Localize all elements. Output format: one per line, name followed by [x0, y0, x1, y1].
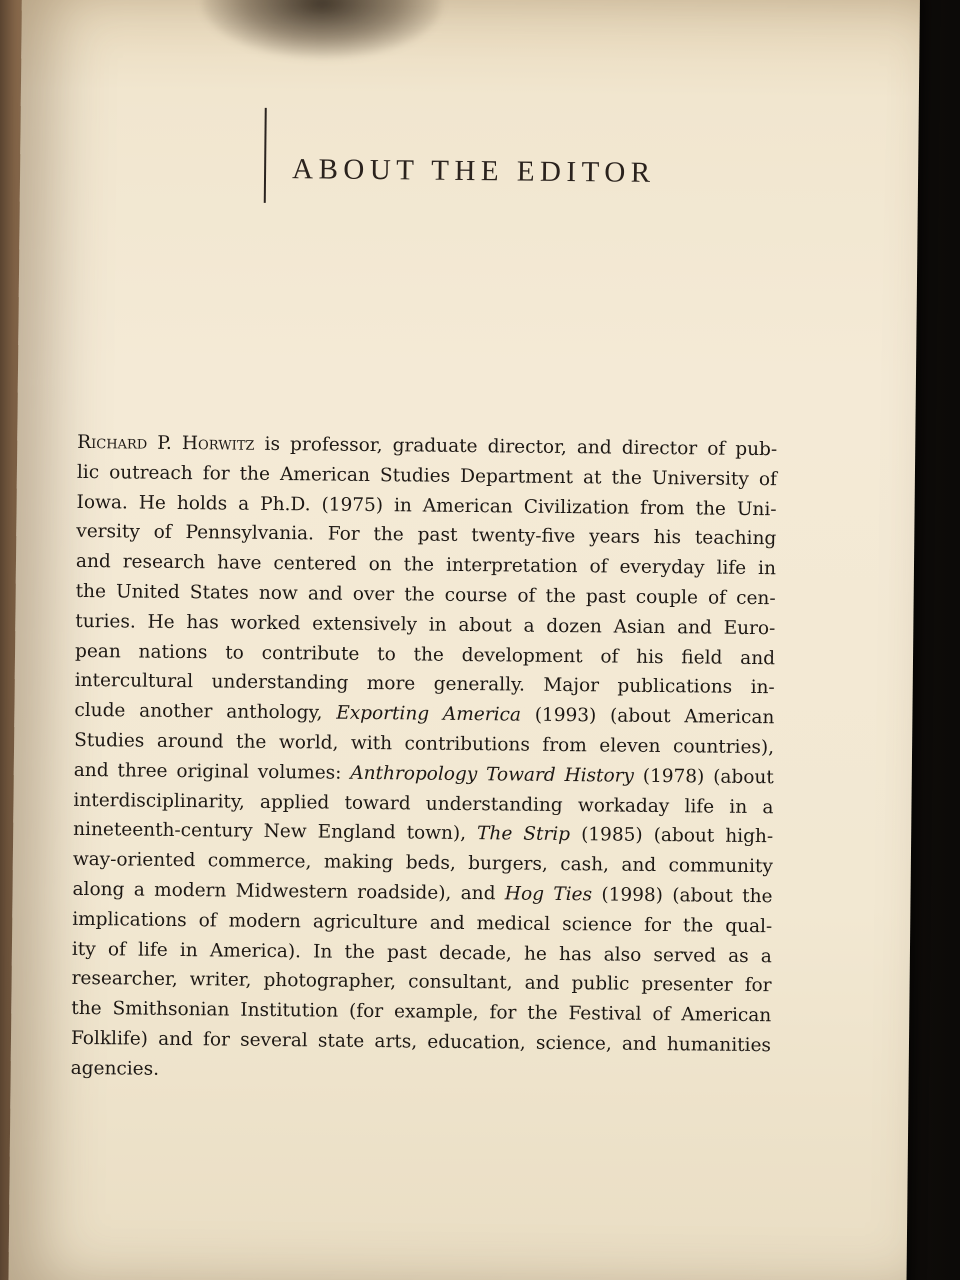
bio-line-20: the Smithsonian Institution (for example, for the Festival of American [71, 998, 772, 1027]
bio-line-16: along a modern Midwestern roadside), and Hog Ties (1998) (about the [72, 878, 773, 908]
bio-line-10: clude another anthology, Exporting America (1993) (about American [74, 700, 775, 729]
bio-line-14: nineteenth-century New England town), The Strip (1985) (about high- [73, 819, 774, 848]
bio-line-5: and research have centered on the interpretation of everyday life in [75, 551, 777, 580]
bio-line-2: lic outreach for the American Studies Department at the University of [76, 461, 778, 491]
bio-line-9: intercultural understanding more generally. Major publications in- [74, 670, 775, 699]
book-page [8, 0, 920, 1280]
bio-line-13: interdisciplinarity, applied toward understanding workaday life in a [73, 789, 774, 818]
bio-line-12: and three original volumes: Anthropology Toward History (1978) (about [73, 759, 774, 788]
bio-line-3: Iowa. He holds a Ph.D. (1975) in American Civilization from the Uni- [76, 491, 777, 520]
bio-line-4: versity of Pennsylvania. For the past twenty-five years his teaching [76, 521, 777, 550]
book-title-exporting-america: Exporting America [336, 702, 522, 726]
editor-bio [71, 428, 778, 1091]
book-title-anthropology-toward-history: Anthropology Toward History [350, 762, 635, 787]
author-name: Richard P. Horwitz [77, 431, 255, 455]
bio-line-7: turies. He has worked extensively in about a dozen Asian and Euro- [75, 610, 776, 640]
bio-line-19: researcher, writer, photographer, consultant, and public presenter for [71, 968, 772, 997]
bio-line-11: Studies around the world, with contributions from eleven countries), [74, 729, 775, 759]
finger-shadow [201, 0, 442, 60]
book-title-hog-ties: Hog Ties [504, 883, 593, 906]
book-title-the-strip: The Strip [477, 823, 571, 846]
bio-line-6: the United States now and over the course of the past couple of cen- [75, 580, 776, 610]
bio-line-22: agencies. [70, 1057, 160, 1080]
heading-rule [264, 108, 267, 203]
bio-line-1: Richard P. Horwitz is professor, graduate director, and director of pub- [77, 431, 778, 461]
bio-line-21: Folklife) and for several state arts, education, science, and humanities [70, 1027, 772, 1057]
bio-line-8: pean nations to contribute to the development of his field and [74, 640, 776, 669]
bio-line-17: implications of modern agriculture and medical science for the qual- [72, 908, 773, 937]
bio-line-18: ity of life in America). In the past decade, he has also served as a [71, 938, 773, 967]
bio-line-15: way-oriented commerce, making beds, burgers, cash, and community [72, 849, 773, 878]
page-heading: ABOUT THE EDITOR [291, 153, 656, 189]
